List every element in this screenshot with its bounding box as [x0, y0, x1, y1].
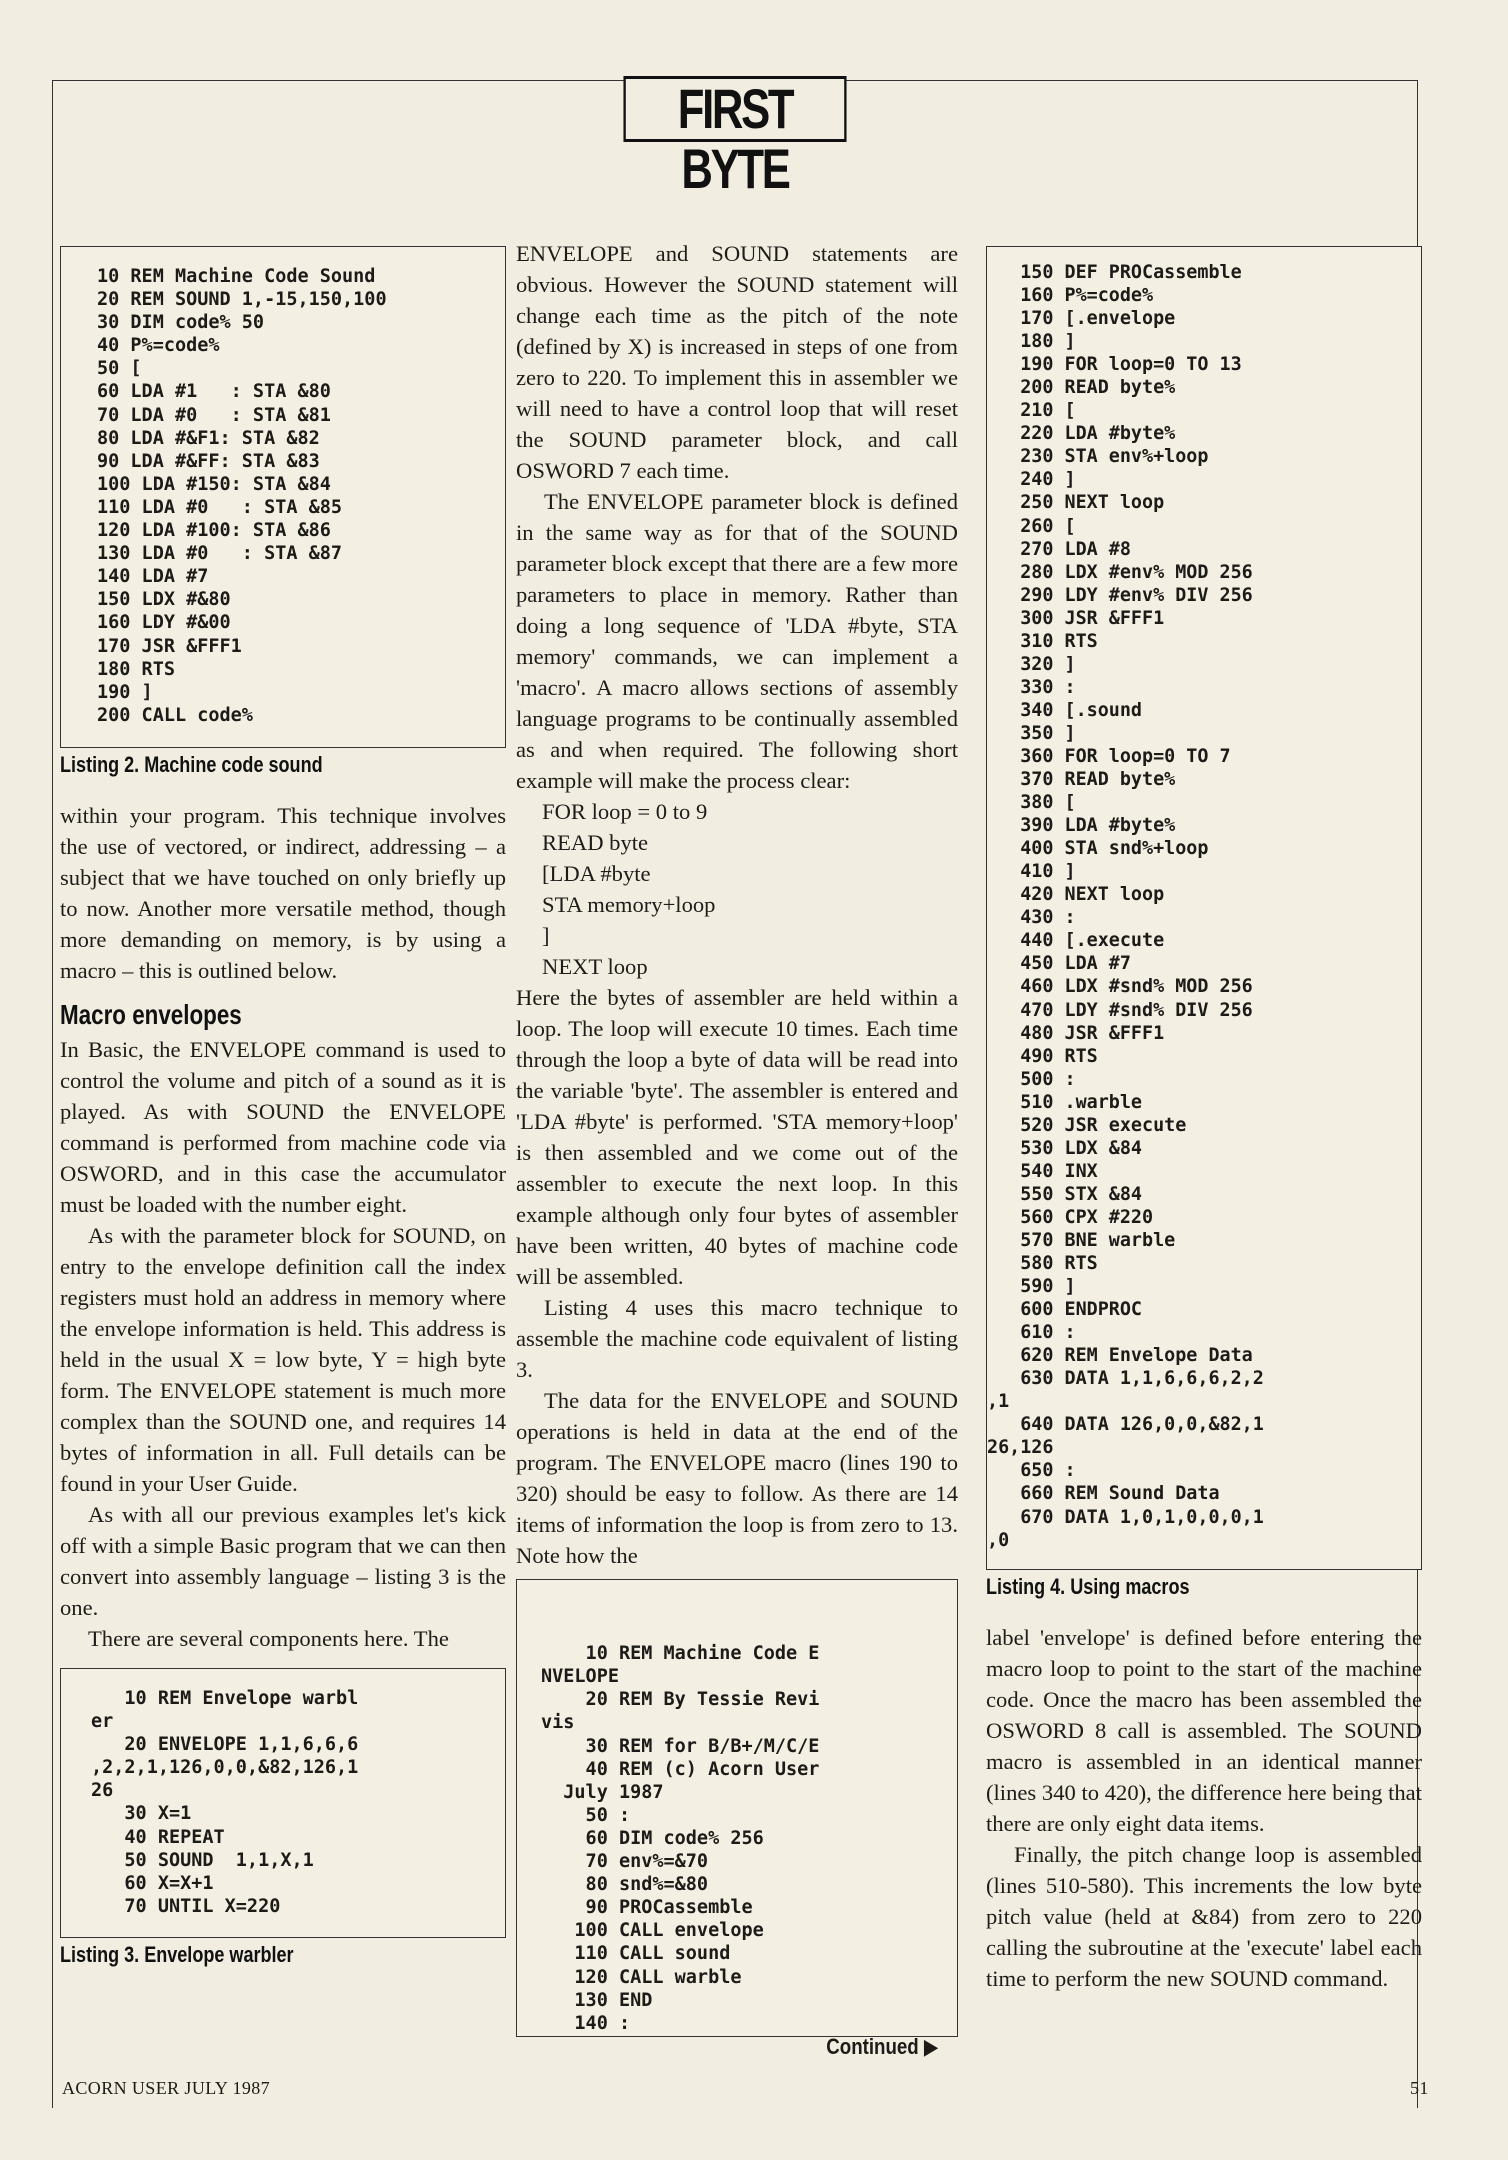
- code-line: 340 [.sound: [987, 699, 1143, 721]
- code-line: 90 PROCassemble: [541, 1897, 753, 1919]
- continued-label: Continued ▶: [826, 2033, 939, 2059]
- macro-code-example: [516, 796, 958, 982]
- code-line: 380 [: [987, 792, 1076, 814]
- code-line: 430 :: [987, 907, 1076, 929]
- code-line: 70 env%=&70: [541, 1851, 709, 1873]
- paragraph: within your program. This technique involves the use of vectored, or indirect, addressing – a subject that we have touched on only briefly up to now. Another more versatile method, though more demanding on memory, is by using a macro – this is outlined below.: [60, 803, 506, 983]
- paragraph: NEXT loop: [542, 954, 648, 979]
- paragraph: Listing 4 uses this macro technique to assemble the machine code equivalent of listing 3.: [516, 1295, 958, 1382]
- code-line: 490 RTS: [987, 1045, 1098, 1067]
- paragraph: Finally, the pitch change loop is assembled (lines 510-580). This increments the low byte pitch value (held at &84) from zero to 220 calling the subroutine at the 'execute' label each time to perform the new SOUND command.: [986, 1842, 1422, 1991]
- paragraph: The ENVELOPE parameter block is defined in the same way as for that of the SOUND parameter block except that there are a few more parameters to place in memory. Rather than doing a long sequence of 'LDA #byte, STA memory' commands, we can implement a 'macro'. A macro allows sections of assembly language programs to be continually assembled as and when required. The following short example will make the process clear:: [516, 489, 958, 793]
- paragraph: STA memory+loop: [542, 892, 716, 917]
- code-line: ,2,2,1,126,0,0,&82,126,1: [91, 1757, 359, 1779]
- code-line: 60 DIM code% 256: [541, 1827, 764, 1849]
- code-line: 280 LDX #env% MOD 256: [987, 561, 1253, 583]
- paragraph: There are several components here. The: [88, 1626, 449, 1651]
- paragraph: READ byte: [542, 830, 649, 855]
- code-line: 580 RTS: [987, 1253, 1098, 1275]
- code-line: 26,126: [987, 1437, 1054, 1459]
- code-line: 30 X=1: [91, 1803, 192, 1825]
- code-line: 390 LDA #byte%: [987, 815, 1176, 837]
- code-line: 620 REM Envelope Data: [987, 1345, 1253, 1367]
- listing-3-caption: Listing 3. Envelope warbler: [60, 1942, 294, 1967]
- code-line: 50 SOUND 1,1,X,1: [91, 1849, 314, 1871]
- code-line: 20 REM SOUND 1,-15,150,100: [97, 289, 387, 311]
- column-3-prose: [986, 1622, 1422, 1994]
- column-1-prose: [60, 800, 506, 986]
- macro-envelopes-heading: Macro envelopes: [60, 999, 242, 1030]
- code-line: 110 CALL sound: [541, 1943, 731, 1965]
- code-line: 410 ]: [987, 861, 1076, 883]
- code-line: 320 ]: [987, 653, 1076, 675]
- column-3: [986, 246, 1422, 1994]
- code-line: 570 BNE warble: [987, 1229, 1176, 1251]
- code-line: 660 REM Sound Data: [987, 1483, 1220, 1505]
- code-line: 450 LDA #7: [987, 953, 1131, 975]
- code-line: 140 :: [541, 2012, 631, 2034]
- code-line: 190 FOR loop=0 TO 13: [987, 354, 1242, 376]
- paragraph: Here the bytes of assembler are held within a loop. The loop will execute 10 times. Each time through the loop a byte of data will be read into the variable 'byte'. The assembler is entered and 'LDA #byte' is performed. 'STA memory+loop' is then assembled and we come out of the assembler to execute the next loop. In this example although only four bytes of assembler have been written, 40 bytes of machine code will be assembled.: [516, 985, 958, 1289]
- code-line: 190 ]: [97, 681, 153, 703]
- code-line: 510 .warble: [987, 1091, 1143, 1113]
- code-line: er: [91, 1711, 114, 1733]
- code-line: 610 :: [987, 1322, 1076, 1344]
- code-line: 210 [: [987, 400, 1076, 422]
- code-line: 160 P%=code%: [987, 285, 1154, 307]
- code-line: 20 ENVELOPE 1,1,6,6,6: [91, 1734, 359, 1756]
- code-line: 670 DATA 1,0,1,0,0,0,1: [987, 1506, 1264, 1528]
- paragraph: As with the parameter block for SOUND, on entry to the envelope definition call the index registers must hold an address in memory where the envelope information is held. This address is held in the usual X = low byte, Y = high byte form. The ENVELOPE statement is much more complex than the SOUND one, and requires 14 bytes of information in all. Full details can be found in your User Guide.: [60, 1223, 506, 1496]
- code-line: 80 snd%=&80: [541, 1874, 709, 1896]
- code-line: 180 RTS: [97, 658, 175, 680]
- listing-4-caption: Listing 4. Using macros: [986, 1574, 1190, 1599]
- code-line: 290 LDY #env% DIV 256: [987, 584, 1253, 606]
- code-line: 200 CALL code%: [97, 704, 253, 726]
- code-line: 70 UNTIL X=220: [91, 1895, 281, 1917]
- code-line: 120 CALL warble: [541, 1966, 742, 1988]
- code-line: 40 REPEAT: [91, 1826, 225, 1848]
- code-line: 310 RTS: [987, 630, 1098, 652]
- code-line: 100 LDA #150: STA &84: [97, 473, 331, 495]
- column-2-prose-continued: [516, 982, 958, 1571]
- code-line: 10 REM Machine Code E: [541, 1643, 820, 1665]
- code-line: NVELOPE: [541, 1666, 619, 1688]
- paragraph: The data for the ENVELOPE and SOUND operations is held in data at the end of the program. The ENVELOPE macro (lines 190 to 320) should be easy to follow. As there are 14 items of information the loop is from zero to 13. Note how the: [516, 1388, 958, 1568]
- code-line: 350 ]: [987, 722, 1076, 744]
- code-line: 40 P%=code%: [97, 335, 220, 357]
- code-line: 10 REM Envelope warbl: [91, 1688, 359, 1709]
- code-line: 90 LDA #&FF: STA &83: [97, 450, 320, 472]
- paragraph: ENVELOPE and SOUND statements are obvious. However the SOUND statement will change each time as the pitch of the note (defined by X) is increased in steps of one from zero to 220. To implement this in assembler we will need to have a control loop that will reset the SOUND parameter block, and call OSWORD 7 each time.: [516, 241, 958, 483]
- code-line: 250 NEXT loop: [987, 492, 1165, 514]
- code-line: 640 DATA 126,0,0,&82,1: [987, 1414, 1264, 1436]
- paragraph: label 'envelope' is defined before entering the macro loop to point to the start of the machine code. Once the macro has been assembled the OSWORD 8 call is assembled. The SOUND macro is assembled in an identical manner (lines 340 to 420), the difference here being that there are only eight data items.: [986, 1625, 1422, 1836]
- code-line: 50 [: [97, 358, 142, 380]
- listing-2-caption: Listing 2. Machine code sound: [60, 752, 323, 777]
- code-line: 300 JSR &FFF1: [987, 607, 1165, 629]
- code-line: 150 DEF PROCassemble: [987, 262, 1242, 283]
- code-line: 10 REM Machine Code Sound: [97, 266, 376, 287]
- code-line: 530 LDX &84: [987, 1137, 1143, 1159]
- code-line: 440 [.execute: [987, 930, 1165, 952]
- footer-publication: ACORN USER JULY 1987: [62, 2078, 271, 2098]
- listing-3-box: [60, 1668, 506, 1938]
- code-line: 520 JSR execute: [987, 1114, 1187, 1136]
- code-line: ,0: [987, 1529, 1010, 1551]
- code-line: 50 :: [541, 1804, 631, 1826]
- code-line: 560 CPX #220: [987, 1206, 1154, 1228]
- code-line: July 1987: [541, 1781, 664, 1803]
- code-line: 360 FOR loop=0 TO 7: [987, 745, 1231, 767]
- code-line: 130 LDA #0 : STA &87: [97, 543, 343, 565]
- code-line: 30 REM for B/B+/M/C/E: [541, 1735, 820, 1757]
- code-line: 70 LDA #0 : STA &81: [97, 404, 331, 426]
- listing-4-part-1-box: [516, 1579, 958, 2059]
- code-line: 170 [.envelope: [987, 308, 1176, 330]
- code-line: 630 DATA 1,1,6,6,6,2,2: [987, 1368, 1264, 1390]
- code-line: 600 ENDPROC: [987, 1299, 1143, 1321]
- code-line: 460 LDX #snd% MOD 256: [987, 976, 1253, 998]
- code-line: 550 STX &84: [987, 1183, 1143, 1205]
- code-line: 110 LDA #0 : STA &85: [97, 496, 343, 518]
- code-line: 590 ]: [987, 1276, 1076, 1298]
- paragraph: ]: [542, 923, 550, 948]
- code-line: 540 INX: [987, 1160, 1098, 1182]
- code-line: 80 LDA #&F1: STA &82: [97, 427, 320, 449]
- listing-2-box: [60, 246, 506, 748]
- code-line: 480 JSR &FFF1: [987, 1022, 1165, 1044]
- code-line: 150 LDX #&80: [97, 589, 231, 611]
- code-line: 40 REM (c) Acorn User: [541, 1758, 820, 1780]
- code-line: 500 :: [987, 1068, 1076, 1090]
- listing-4-part-2-box: [986, 246, 1422, 1570]
- code-line: 130 END: [541, 1989, 653, 2011]
- paragraph: As with all our previous examples let's kick off with a simple Basic program that we can then convert into assembly language – listing 3 is the one.: [60, 1502, 506, 1620]
- code-line: vis: [541, 1712, 575, 1734]
- code-line: 140 LDA #7: [97, 566, 209, 588]
- code-line: 30 DIM code% 50: [97, 312, 265, 334]
- column-1-prose-continued: [60, 1034, 506, 1654]
- code-line: 230 STA env%+loop: [987, 446, 1209, 468]
- code-line: 200 READ byte%: [987, 377, 1176, 399]
- code-line: 400 STA snd%+loop: [987, 838, 1209, 860]
- footer-page-number: 51: [1410, 2078, 1429, 2098]
- code-line: 100 CALL envelope: [541, 1920, 764, 1942]
- code-line: 160 LDY #&00: [97, 612, 231, 634]
- paragraph: FOR loop = 0 to 9: [542, 799, 708, 824]
- code-line: 60 X=X+1: [91, 1872, 214, 1894]
- code-line: 370 READ byte%: [987, 769, 1176, 791]
- code-line: 170 JSR &FFF1: [97, 635, 242, 657]
- code-line: ,1: [987, 1391, 1010, 1413]
- paragraph: [LDA #byte: [542, 861, 651, 886]
- code-line: 20 REM By Tessie Revi: [541, 1689, 820, 1711]
- code-line: 60 LDA #1 : STA &80: [97, 381, 331, 403]
- code-line: 470 LDY #snd% DIV 256: [987, 999, 1253, 1021]
- code-line: 120 LDA #100: STA &86: [97, 520, 331, 542]
- code-line: 330 :: [987, 676, 1076, 698]
- code-line: 420 NEXT loop: [987, 884, 1165, 906]
- code-line: 180 ]: [987, 331, 1076, 353]
- code-line: 26: [91, 1780, 114, 1802]
- code-line: 650 :: [987, 1460, 1076, 1482]
- code-line: 270 LDA #8: [987, 538, 1131, 560]
- code-line: 240 ]: [987, 469, 1076, 491]
- paragraph: In Basic, the ENVELOPE command is used to control the volume and pitch of a sound as it is played. As with SOUND the ENVELOPE command is performed from machine code via OSWORD, and in this case the accumulator must be loaded with the number eight.: [60, 1037, 506, 1217]
- code-line: 260 [: [987, 515, 1076, 537]
- column-1: [60, 246, 506, 1968]
- column-2-prose: [516, 238, 958, 796]
- section-masthead: FIRST BYTE: [623, 76, 846, 142]
- code-line: 220 LDA #byte%: [987, 423, 1176, 445]
- column-2: [516, 238, 958, 2059]
